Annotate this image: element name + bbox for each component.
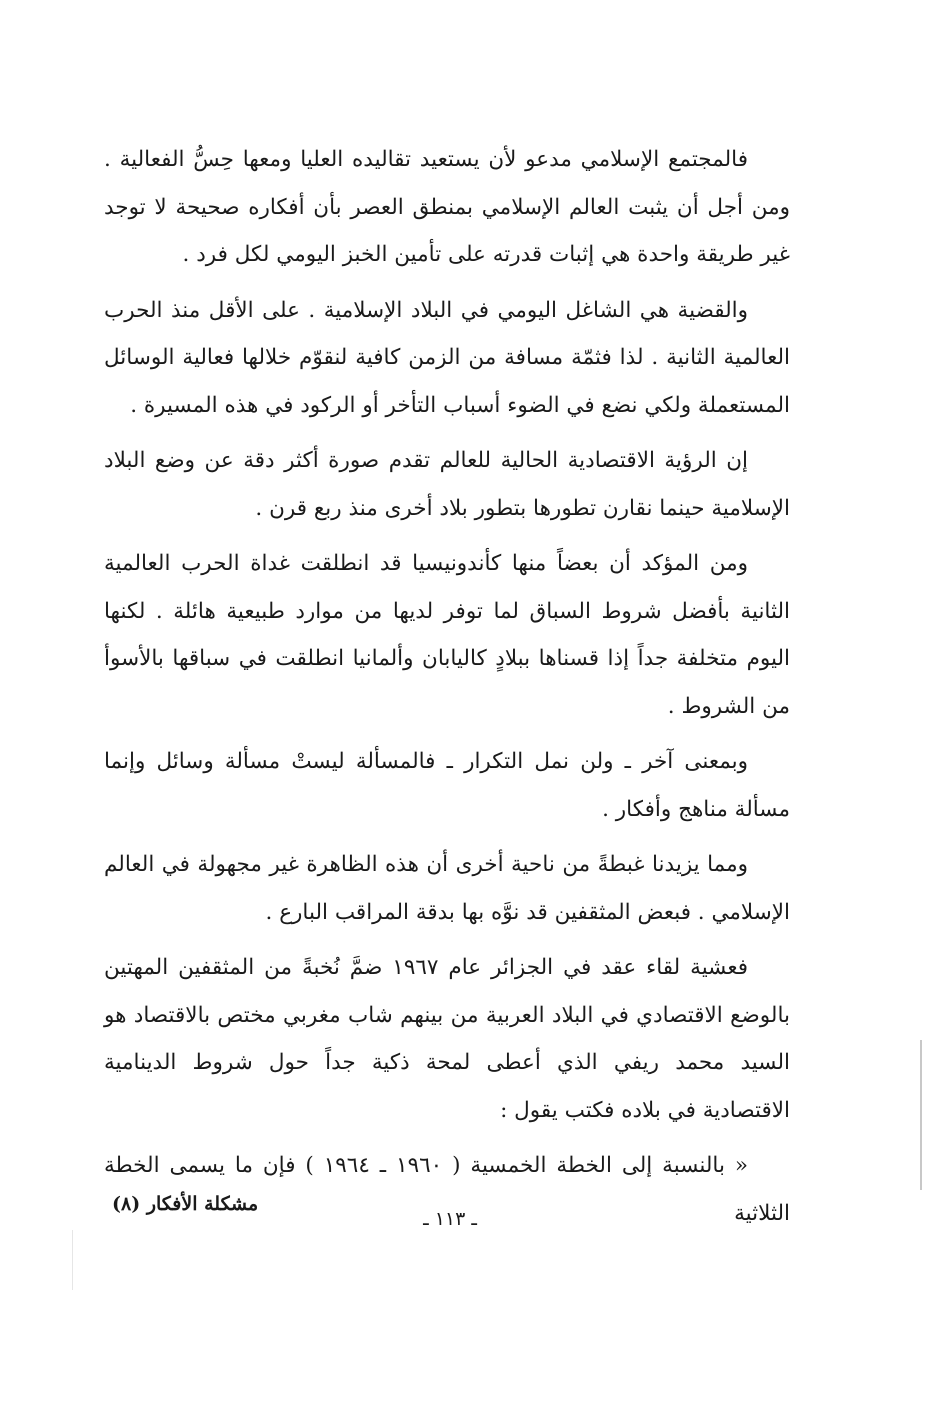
scan-left-edge	[72, 1230, 73, 1290]
page-number: ـ ١١٣ ـ	[423, 1208, 477, 1230]
scan-margin-line	[920, 1040, 922, 1190]
body-text	[104, 136, 790, 1245]
paragraph-8: « بالنسبة إلى الخطة الخمسية ( ١٩٦٠ ـ ١٩٦٤ ) فإن ما يسمى الخطة الثلاثية	[104, 1153, 790, 1226]
paragraph-7: فعشية لقاء عقد في الجزائر عام ١٩٦٧ ضمَّ نُخبةً من المثقفين المهتين بالوضع الاقتصادي في البلاد العربية من بينهم شاب مغربي مختص بالاقتصاد هو السيد محمد ريفي الذي أعطى لمحة ذكية جداً حول شروط الدينامية الاقتصادية في بلاده فكتب يقول :	[104, 955, 790, 1123]
paragraph-4: ومن المؤكد أن بعضاً منها كأندونيسيا قد انطلقت غداة الحرب العالمية الثانية بأفضل شروط السباق لما توفر لديها من موارد طبيعية هائلة . لكنها اليوم متخلفة جداً إذا قسناها ببلادٍ كاليابان وألمانيا انطلقت في سباقها بالأسوأ من الشروط .	[104, 551, 790, 719]
paragraph-3: إن الرؤية الاقتصادية الحالية للعالم تقدم صورة أكثر دقة عن وضع البلاد الإسلامية حينما نقارن تطورها بتطور بلاد أخرى منذ ربع قرن .	[104, 448, 790, 521]
paragraph-2: والقضية هي الشاغل اليومي في البلاد الإسلامية . على الأقل منذ الحرب العالمية الثانية . لذا فثمّة مسافة من الزمن كافية لنقوّم خلالها فعالية الوسائل المستعملة ولكي نضع في الضوء أسباب التأخر أو الركود في هذه المسيرة .	[104, 297, 790, 418]
paragraph-1: فالمجتمع الإسلامي مدعو لأن يستعيد تقاليده العليا ومعها حِسُّ الفعالية . ومن أجل أن يثبت العالم الإسلامي بمنطق العصر بأن أفكاره صحيحة لا توجد غير طريقة واحدة هي إثبات قدرته على تأمين الخبز اليومي لكل فرد .	[104, 147, 790, 267]
paragraph-6: ومما يزيدنا غبطةً من ناحية أخرى أن هذه الظاهرة غير مجهولة في العالم الإسلامي . فبعض المثقفين قد نوَّه بها بدقة المراقب البارع .	[104, 852, 790, 925]
footer-book-title: مشكلة الأفكار (٨)	[112, 1193, 259, 1215]
paragraph-5: وبمعنى آخر ـ ولن نمل التكرار ـ فالمسألة ليستْ مسألة وسائل وإنما مسألة مناهج وأفكار .	[104, 749, 790, 822]
